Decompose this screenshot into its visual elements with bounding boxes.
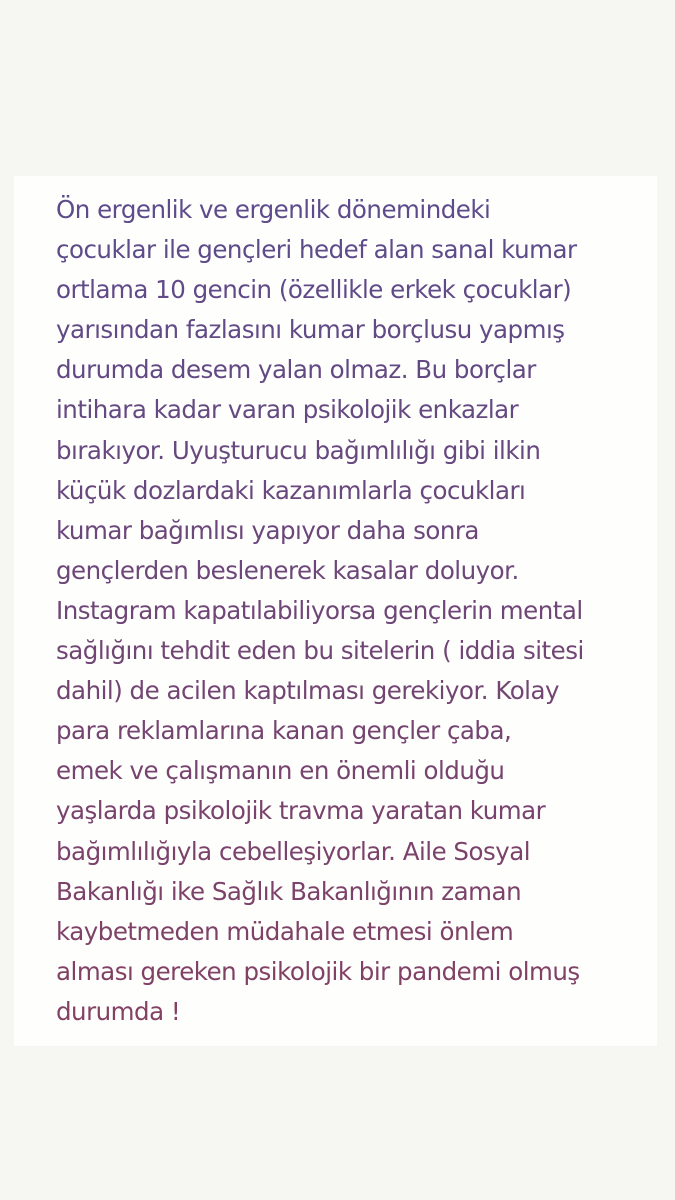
story-line: para reklamlarına kanan gençler çaba, — [56, 716, 512, 746]
story-line: kaybetmeden müdahale etmesi önlem — [56, 916, 514, 946]
story-line: durumda ! — [56, 996, 181, 1026]
story-line: küçük dozlardaki kazanımlarla çocukları — [56, 475, 526, 505]
story-line: yaşlarda psikolojik travma yaratan kumar — [56, 796, 546, 826]
story-line: bağımlılığıyla cebelleşiyorlar. Aile Sosyal — [56, 836, 531, 866]
story-line: Ön ergenlik ve ergenlik dönemindeki — [56, 195, 491, 224]
story-line: çocuklar ile gençleri hedef alan sanal kumar — [56, 235, 577, 265]
story-line: alması gereken psikolojik bir pandemi olmuş — [56, 956, 580, 986]
text-card — [14, 176, 657, 1046]
story-line: sağlığını tehdit eden bu sitelerin ( iddia sitesi — [56, 636, 584, 666]
story-line: Instagram kapatılabiliyorsa gençlerin mental — [56, 595, 583, 625]
story-text — [56, 190, 656, 1032]
story-line: bırakıyor. Uyuşturucu bağımlılığı gibi ilkin — [56, 435, 541, 465]
story-line: yarısından fazlasını kumar borçlusu yapmış — [56, 315, 565, 345]
story-line: dahil) de acilen kaptılması gerekiyor. Kolay — [56, 676, 560, 706]
story-line: durumda desem yalan olmaz. Bu borçlar — [56, 355, 536, 385]
story-line: emek ve çalışmanın en önemli olduğu — [56, 756, 505, 786]
story-line: kumar bağımlısı yapıyor daha sonra — [56, 515, 479, 545]
story-line: Bakanlığı ike Sağlık Bakanlığının zaman — [56, 876, 522, 906]
story-line: gençlerden beslenerek kasalar doluyor. — [56, 555, 519, 585]
story-line: ortlama 10 gencin (özellikle erkek çocuklar) — [56, 275, 572, 305]
story-line: intihara kadar varan psikolojik enkazlar — [56, 395, 519, 425]
